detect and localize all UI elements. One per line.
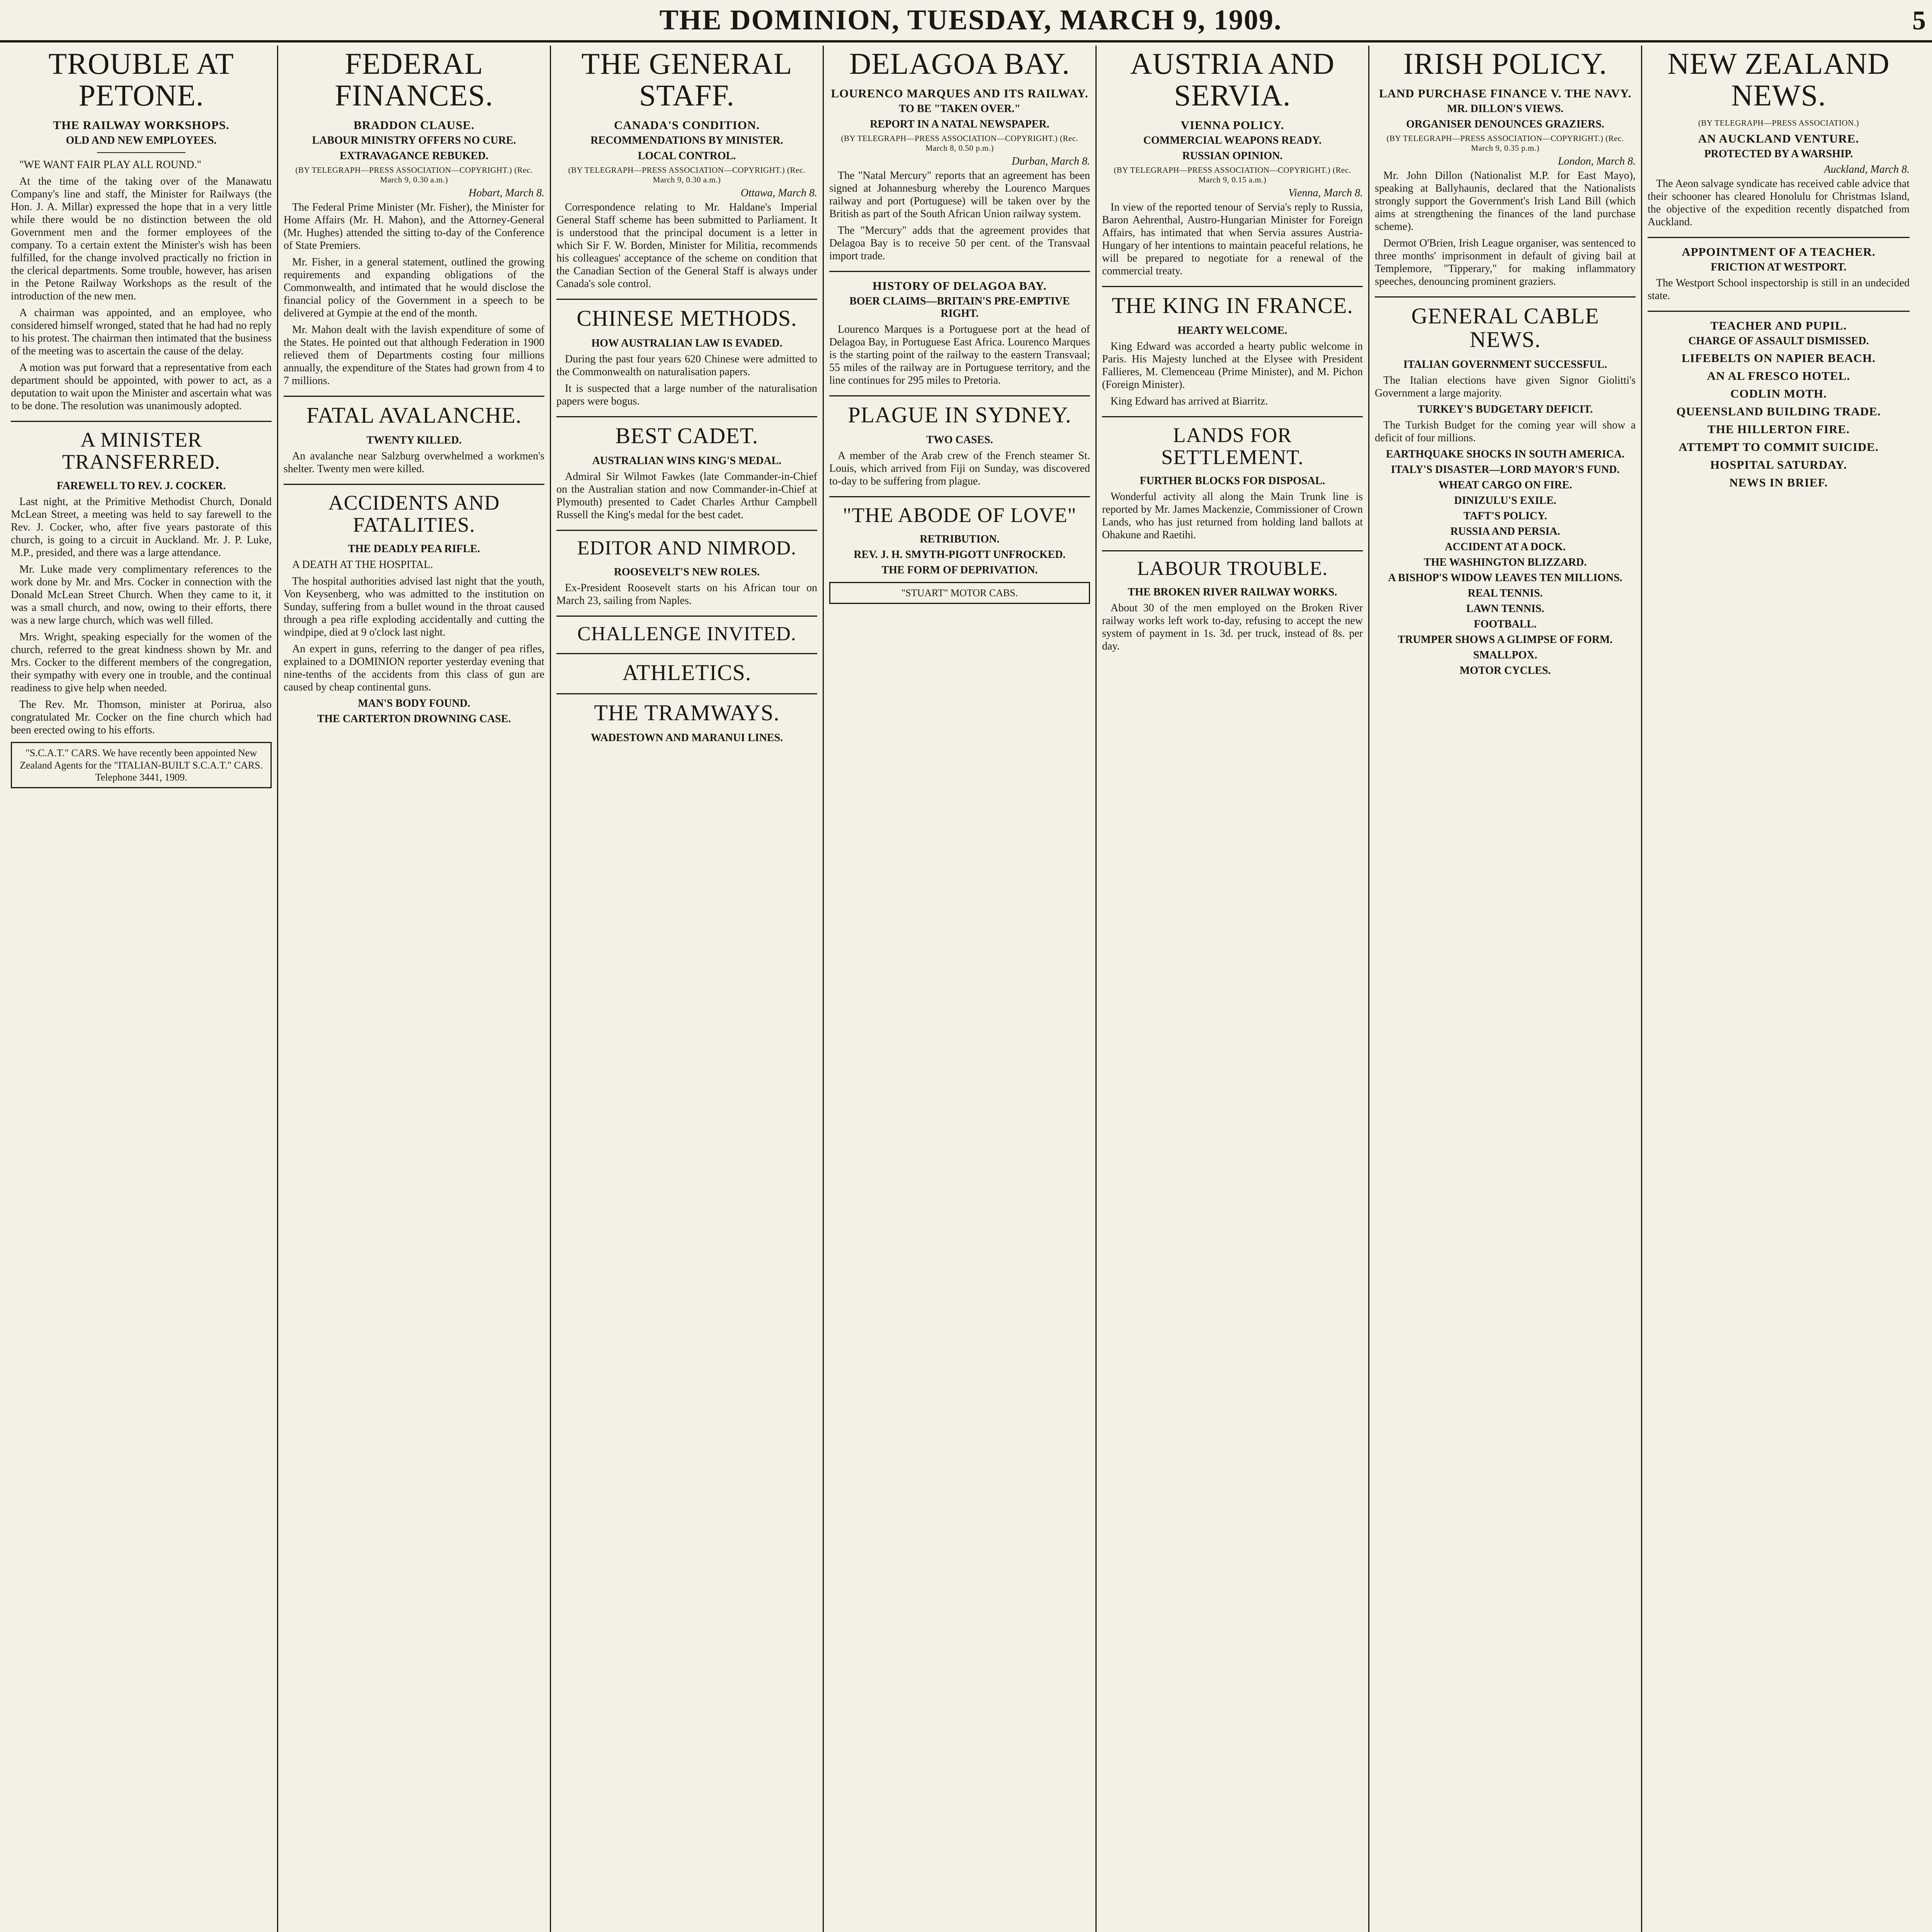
article-paragraph: During the past four years 620 Chinese were admitted to the Commonwealth on naturalisation papers. [556,353,817,378]
article-paragraph: "WE WANT FAIR PLAY ALL ROUND." [19,158,201,171]
article-paragraph: At the time of the taking over of the Manawatu Company's line and staff, the Minister for Railways (the Hon. J. A. Millar) expressed the hope that in a very little while there would be no distinction between the old Government men and the former employees of the company. To a certain extent the Minister's wish has been fulfilled, for the change involved practically no friction in the clerical departments. Some trouble, however, has arisen in the Petone Railway Workshops as the result of the introduction of the new men. [11,175,272,303]
article-paragraph: Correspondence relating to Mr. Haldane's Imperial General Staff scheme has been submitted to Parliament. It is understood that the principal document is a letter in which Sir F. W. Borden, Minister for Militia, recommends his colleagues' acceptance of the scheme on condition that the Canadian Section of the General Staff is always under Canada's sole control. [556,201,817,290]
headline: TROUBLE AT PETONE. [48,47,234,112]
article-paragraph: The Turkish Budget for the coming year will show a deficit of four millions. [1375,419,1636,444]
subhead: ACCIDENT AT A DOCK. [1445,541,1566,553]
headline: LANDS FOR SETTLEMENT. [1161,423,1304,469]
subhead-tertiary: EXTRAVAGANCE REBUKED. [340,150,488,162]
subhead: HEARTY WELCOME. [1177,324,1287,337]
divider [1102,286,1363,287]
subhead-secondary: RECOMMENDATIONS BY MINISTER. [590,134,783,146]
subhead: APPOINTMENT OF A TEACHER. [1682,245,1876,259]
masthead-title: THE DOMINION, TUESDAY, MARCH 9, 1909. [659,4,1282,36]
subhead-tertiary: ORGANISER DENOUNCES GRAZIERS. [1406,118,1604,130]
subhead: AN AUCKLAND VENTURE. [1698,131,1859,145]
subhead: THE HILLERTON FIRE. [1708,422,1850,436]
article-paragraph: An avalanche near Salzburg overwhelmed a workmen's shelter. Twenty men were killed. [284,450,544,475]
article-paragraph: The hospital authorities advised last night that the youth, Von Keysenberg, who was admitted to the institution on Sunday, suffering from a bullet wound in the throat caused through a pea rifle exploding accidentally and cutting the windpipe, died at 9 o'clock last night. [284,575,544,638]
divider [556,299,817,300]
divider [284,396,544,397]
subhead: AN AL FRESCO HOTEL. [1707,369,1850,383]
press-credit: (BY TELEGRAPH—PRESS ASSOCIATION—COPYRIGHT.) (Rec. March 9, 0.15 a.m.) [1114,165,1351,184]
divider [829,496,1090,497]
subhead-secondary: MR. DILLON'S VIEWS. [1447,102,1564,115]
press-credit: (BY TELEGRAPH—PRESS ASSOCIATION.) [1698,118,1859,128]
subhead: THE DEADLY PEA RIFLE. [348,543,480,555]
divider [556,653,817,654]
page-number: 5 [1912,6,1926,36]
subhead: BOER CLAIMS—BRITAIN'S PRE-EMPTIVE RIGHT. [849,295,1070,320]
subhead: TEACHER AND PUPIL. [1710,318,1847,332]
headline: BEST CADET. [615,423,759,449]
subhead: WHEAT CARGO ON FIRE. [1438,479,1572,492]
headline: A MINISTER TRANSFERRED. [62,428,221,474]
divider [556,416,817,417]
column-general-staff [551,46,824,1932]
divider [556,616,817,617]
subhead: LAWN TENNIS. [1466,603,1544,615]
subhead: QUEENSLAND BUILDING TRADE. [1676,404,1881,418]
article-paragraph: Mr. Fisher, in a general statement, outlined the growing requirements and expanding obligations of the Commonwealth, and intimated that he would disclose the financial policy of the Government in a speech to be delivered at Gympie at the end of the month. [284,256,544,320]
article-paragraph: King Edward has arrived at Biarritz. [1111,395,1268,407]
divider [556,530,817,531]
subhead: BRADDON CLAUSE. [354,118,474,132]
subhead: ROOSEVELT'S NEW ROLES. [614,566,760,578]
dateline: Vienna, March 8. [1288,187,1363,199]
subhead: ITALIAN GOVERNMENT SUCCESSFUL. [1403,358,1607,371]
article-paragraph: King Edward was accorded a hearty public welcome in Paris. His Majesty lunched at the Elysee with President Fallieres, M. Clemenceau (Prime Minister), and M. Pichon (Foreign Minister). [1102,340,1363,391]
headline: AUSTRIA AND SERVIA. [1130,47,1335,112]
subhead: TWO CASES. [926,434,993,446]
column-irish-policy [1369,46,1642,1932]
subhead: CHARGE OF ASSAULT DISMISSED. [1688,335,1869,347]
subhead: TRUMPER SHOWS A GLIMPSE OF FORM. [1398,634,1613,646]
subhead: LIFEBELTS ON NAPIER BEACH. [1681,351,1876,365]
subhead: VIENNA POLICY. [1180,118,1284,132]
subhead: THE FORM OF DEPRIVATION. [881,564,1038,576]
column-delagoa-bay [824,46,1097,1932]
advertisement: "STUART" MOTOR CABS. [829,582,1090,604]
subhead-tertiary: LOCAL CONTROL. [638,150,736,162]
subhead-secondary: LABOUR MINISTRY OFFERS NO CURE. [312,134,516,146]
article-paragraph: Wonderful activity all along the Main Trunk line is reported by Mr. James Mackenzie, Commissioner of Crown Lands, who has just returned from holding land ballots at Ohakune and Raetihi. [1102,491,1363,541]
headline: ATHLETICS. [622,660,752,685]
subhead: FRICTION AT WESTPORT. [1711,261,1847,273]
dateline: Hobart, March 8. [468,187,544,199]
article-paragraph: In view of the reported tenour of Servia's reply to Russia, Baron Aehrenthal, Austro-Hungarian Minister for Foreign Affairs, has intimated that when Servia assures Austria-Hungary of her intentions to maintain peaceful relations, he will be prepared to negotiate for a renewal of the commercial treaty. [1102,201,1363,277]
divider [1648,311,1910,312]
subhead: ATTEMPT TO COMMIT SUICIDE. [1679,440,1879,454]
headline: EDITOR AND NIMROD. [577,537,797,560]
article-paragraph: Mrs. Wright, speaking especially for the women of the church, referred to the great kindness shown by Mr. and Mrs. Cocker to the different members of the congregation, their sympathy with every one in trouble, and the continual readiness to give help when needed. [11,631,272,694]
article-paragraph: A chairman was appointed, and an employee, who considered himself wronged, stated that he had had no reply to his protest. The chairman then intimated that the business of the meeting was to ascertain the cause of the delay. [11,307,272,357]
dateline: London, March 8. [1558,155,1636,167]
subhead-secondary: OLD AND NEW EMPLOYEES. [66,134,217,146]
dateline: Durban, March 8. [1012,155,1090,167]
divider [829,271,1090,272]
headline: THE TRAMWAYS. [594,700,780,726]
press-credit: (BY TELEGRAPH—PRESS ASSOCIATION—COPYRIGHT.) (Rec. March 9, 0.30 a.m.) [568,165,806,184]
divider [1102,550,1363,551]
article-paragraph: A DEATH AT THE HOSPITAL. [292,558,433,571]
divider [11,421,272,422]
article-paragraph: The Rev. Mr. Thomson, minister at Porirua, also congratulated Mr. Cocker on the fine church which had been erected owing to his efforts. [11,699,272,736]
subhead: THE RAILWAY WORKSHOPS. [53,118,230,132]
subhead: LAND PURCHASE FINANCE V. THE NAVY. [1379,86,1632,100]
press-credit: (BY TELEGRAPH—PRESS ASSOCIATION—COPYRIGHT.) (Rec. March 8, 0.50 p.m.) [841,133,1078,153]
article-paragraph: Lourenco Marques is a Portuguese port at the head of Delagoa Bay, in Portuguese East Africa. Lourenco Marques is the starting point of the railway to the eastern Transvaal; 55 miles of the railway are in Portuguese territory, and the line continues for 295 miles to Pretoria. [829,323,1090,387]
subhead: WADESTOWN AND MARANUI LINES. [590,732,783,744]
subhead: RUSSIA AND PERSIA. [1450,526,1560,538]
subhead: RETRIBUTION. [920,533,1000,545]
headline: GENERAL CABLE NEWS. [1411,303,1599,352]
article-paragraph: An expert in guns, referring to the danger of pea rifles, explained to a DOMINION reporter yesterday evening that nine-tenths of the accidents from this class of gun are caused by cheap continental guns. [284,643,544,693]
subhead: CODLIN MOTH. [1730,386,1827,400]
divider [556,693,817,694]
divider [829,395,1090,396]
subhead-secondary: TO BE "TAKEN OVER." [899,102,1020,115]
subhead: FURTHER BLOCKS FOR DISPOSAL. [1139,475,1325,487]
article-paragraph: Mr. Mahon dealt with the lavish expenditure of some of the States. He pointed out that although Federation in 1900 relieved them of Departments costing four millions annually, the expenditure of the States had grown from 4 to 7 millions. [284,324,544,387]
press-credit: (BY TELEGRAPH—PRESS ASSOCIATION—COPYRIGHT.) (Rec. March 9, 0.35 p.m.) [1386,133,1624,153]
headline: CHINESE METHODS. [577,306,797,331]
dateline: Ottawa, March 8. [740,187,817,199]
headline: PLAGUE IN SYDNEY. [848,402,1071,428]
subhead: FOOTBALL. [1474,618,1537,631]
subhead: REAL TENNIS. [1468,587,1543,600]
headline: LABOUR TROUBLE. [1137,557,1328,580]
headline: THE GENERAL STAFF. [581,47,793,112]
article-paragraph: The Federal Prime Minister (Mr. Fisher), the Minister for Home Affairs (Mr. H. Mahon), and the Attorney-General (Mr. Hughes) attended the sitting to-day of the Conference of State Premiers. [284,201,544,252]
subhead: SMALLPOX. [1473,649,1537,662]
column-trouble-at-petone [5,46,278,1932]
subhead: THE CARTERTON DROWNING CASE. [317,713,511,725]
headline: DELAGOA BAY. [849,47,1070,80]
subhead: FAREWELL TO REV. J. COCKER. [56,480,226,492]
article-paragraph: Mr. John Dillon (Nationalist M.P. for East Mayo), speaking at Ballyhaunis, declared that the Nationalists strongly support the Government's Irish Land Bill (which aims at strengthening the finances of the land purchase scheme). [1375,169,1636,233]
divider [97,152,186,153]
column-federal-finances [278,46,551,1932]
article-paragraph: A motion was put forward that a representative from each department should be appointed, with power to act, as a deputation to wait upon the Minister and ascertain what was to be done. The resolution was unanimously adopted. [11,362,272,412]
headline: NEW ZEALAND NEWS. [1667,47,1890,112]
subhead: NEWS IN BRIEF. [1729,475,1828,489]
subhead: MAN'S BODY FOUND. [358,697,470,709]
dateline: Auckland, March 8. [1824,163,1910,175]
article-paragraph: The Aeon salvage syndicate has received cable advice that their schooner has cleared Honolulu for Christmas Island, the objective of the expedition recently dispatched from Auckland. [1648,177,1910,228]
article-paragraph: Admiral Sir Wilmot Fawkes (late Commander-in-Chief on the Australian station and now Commander-in-Chief at Plymouth) presented to Cadet Charles Arthur Campbell Russell the King's medal for the best cadet. [556,470,817,521]
divider [284,484,544,485]
subhead: CANADA'S CONDITION. [614,118,760,132]
article-paragraph: Mr. Luke made very complimentary references to the work done by Mr. and Mrs. Cocker in connection with the Donald McLean Street Church. When they came to it, it was a small church, and now, owing to their efforts, there was a new large church, which was well filled. [11,563,272,627]
article-paragraph: About 30 of the men employed on the Broken River railway works left work to-day, refusing to accept the new system of payment in 1s. 3d. per truck, instead of 8s. per day. [1102,602,1363,653]
headline: CHALLENGE INVITED. [577,622,796,645]
subhead-secondary: PROTECTED BY A WARSHIP. [1704,148,1853,160]
subhead: MOTOR CYCLES. [1459,665,1551,677]
advertisement: "S.C.A.T." CARS. We have recently been appointed New Zealand Agents for the "ITALIAN-BUILT S.C.A.T." CARS. Telephone 3441, 1909. [11,742,272,788]
subhead: AUSTRALIAN WINS KING'S MEDAL. [592,454,782,467]
subhead: LOURENCO MARQUES AND ITS RAILWAY. [831,86,1088,100]
headline: FATAL AVALANCHE. [306,403,522,428]
subhead: REV. J. H. SMYTH-PIGOTT UNFROCKED. [854,548,1066,561]
subhead: TURKEY'S BUDGETARY DEFICIT. [1417,403,1593,416]
subhead: ITALY'S DISASTER—LORD MAYOR'S FUND. [1391,464,1620,476]
headline: ACCIDENTS AND FATALITIES. [328,491,500,536]
subhead-tertiary: REPORT IN A NATAL NEWSPAPER. [870,118,1049,130]
subhead: TWENTY KILLED. [366,434,462,447]
column-austria-and-servia [1097,46,1369,1932]
article-paragraph: The "Mercury" adds that the agreement provides that Delagoa Bay is to receive 50 per cent. of the Transvaal import trade. [829,224,1090,262]
divider [1102,416,1363,417]
article-paragraph: It is suspected that a large number of the naturalisation papers were bogus. [556,382,817,407]
divider [1648,237,1910,238]
headline: "THE ABODE OF LOVE" [843,503,1077,527]
article-paragraph: Ex-President Roosevelt starts on his African tour on March 23, sailing from Naples. [556,582,817,607]
columns [5,46,1932,1932]
subhead: TAFT'S POLICY. [1463,510,1547,522]
headline: FEDERAL FINANCES. [335,47,493,112]
subhead: HISTORY OF DELAGOA BAY. [872,279,1047,293]
subhead: THE WASHINGTON BLIZZARD. [1423,556,1587,569]
article-paragraph: Dermot O'Brien, Irish League organiser, was sentenced to three months' imprisonment in default of giving bail at Templemore, "Tipperary," for making inflammatory speeches, denouncing prominent graziers. [1375,237,1636,288]
article-paragraph: Last night, at the Primitive Methodist Church, Donald McLean Street, a meeting was held to say farewell to the Rev. J. Cocker, who, after five years pastorate of this church, is going to a circuit in Auckland. Mr. J. P. Luke, M.P., presided, and there was a large attendance. [11,495,272,559]
masthead [0,0,1932,43]
article-paragraph: The Westport School inspectorship is still in an undecided state. [1648,277,1910,302]
subhead: EARTHQUAKE SHOCKS IN SOUTH AMERICA. [1386,448,1625,461]
subhead: DINIZULU'S EXILE. [1454,495,1556,507]
column-new-zealand-news [1642,46,1915,1932]
subhead: A BISHOP'S WIDOW LEAVES TEN MILLIONS. [1388,572,1622,584]
press-credit: (BY TELEGRAPH—PRESS ASSOCIATION—COPYRIGHT.) (Rec. March 9, 0.30 a.m.) [295,165,533,184]
article-paragraph: The "Natal Mercury" reports that an agreement has been signed at Johannesburg whereby the Lourenco Marques railway and port (Portuguese) will be taken over by the British as part of the South African Union railway system. [829,169,1090,220]
article-paragraph: The Italian elections have given Signor Giolitti's Government a large majority. [1375,374,1636,399]
subhead: HOW AUSTRALIAN LAW IS EVADED. [591,337,782,349]
subhead-secondary: COMMERCIAL WEAPONS READY. [1143,134,1322,146]
subhead: THE BROKEN RIVER RAILWAY WORKS. [1128,586,1337,599]
headline: THE KING IN FRANCE. [1112,293,1353,318]
article-paragraph: A member of the Arab crew of the French steamer St. Louis, which arrived from Fiji on Sunday, was discovered to-day to be suffering from plague. [829,450,1090,488]
divider [1375,296,1636,298]
subhead-tertiary: RUSSIAN OPINION. [1182,150,1283,162]
subhead: HOSPITAL SATURDAY. [1710,457,1847,471]
headline: IRISH POLICY. [1403,47,1607,80]
